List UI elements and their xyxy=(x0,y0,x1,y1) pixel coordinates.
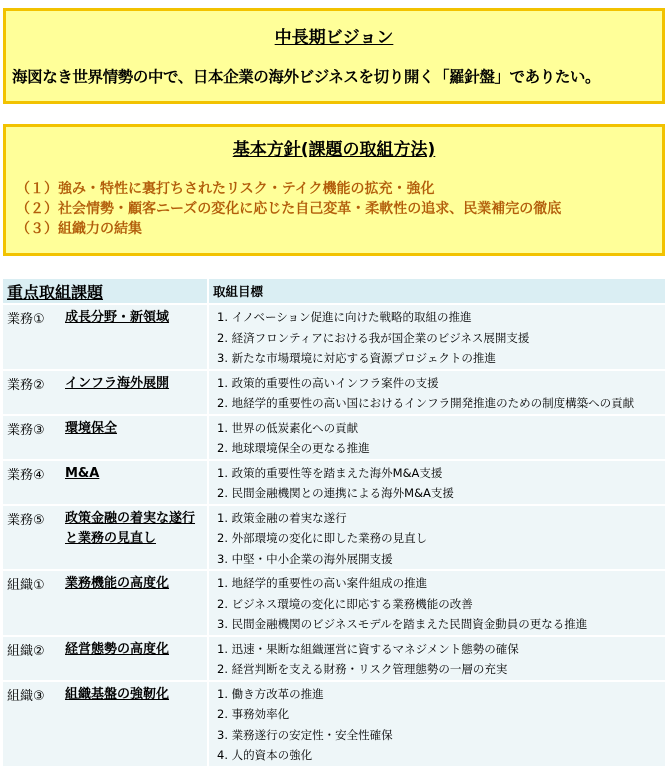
table-row xyxy=(3,304,665,370)
row-category: 業務④ xyxy=(3,460,63,505)
goal-list xyxy=(217,307,665,369)
vision-box xyxy=(3,8,665,104)
row-category: 業務⑤ xyxy=(3,505,63,571)
policy-item: （３）組織力の結集 xyxy=(16,221,142,237)
policy-item: （２）社会情勢・顧客ニーズの変化に応じた自己変革・柔軟性の追求、民業補完の徹底 xyxy=(16,201,562,217)
row-focus-name: インフラ海外展開 xyxy=(63,370,208,415)
table-row xyxy=(3,460,665,505)
goal-list xyxy=(217,373,665,414)
table-header-row xyxy=(3,279,665,304)
row-goals xyxy=(208,415,665,460)
table-row xyxy=(3,370,665,415)
row-goals xyxy=(208,460,665,505)
row-focus-name: 環境保全 xyxy=(63,415,208,460)
table-row xyxy=(3,636,665,681)
row-focus-name: M&A xyxy=(63,460,208,505)
goal-item: 2. 地経学的重要性の高い国におけるインフラ開発推進のための制度構築への貢献 xyxy=(217,396,635,410)
goal-item: 1. 働き方改革の推進 xyxy=(217,686,324,701)
row-goals xyxy=(208,636,665,681)
goal-item: 1. 政策的重要性等を踏まえた海外M&A支援 xyxy=(217,465,443,480)
goal-item: 2. 民間金融機関との連携による海外M&A支援 xyxy=(217,486,454,500)
goal-list xyxy=(217,508,665,570)
row-category: 業務① xyxy=(3,304,63,370)
row-goals xyxy=(208,505,665,571)
focus-goals-table xyxy=(3,279,665,768)
row-focus-name: 成長分野・新領域 xyxy=(63,304,208,370)
goal-item: 2. 地球環境保全の更なる推進 xyxy=(217,441,370,455)
policy-box xyxy=(3,124,665,256)
row-category: 業務② xyxy=(3,370,63,415)
row-category: 組織② xyxy=(3,636,63,681)
row-focus-name: 経営態勢の高度化 xyxy=(63,636,208,681)
policy-list xyxy=(16,179,561,239)
goal-list xyxy=(217,418,665,459)
table-row xyxy=(3,505,665,571)
policy-title: 基本方針(課題の取組方法) xyxy=(232,140,436,160)
row-goals xyxy=(208,681,665,767)
row-focus-name: 組織基盤の強靭化 xyxy=(63,681,208,767)
header-focus: 重点取組課題 xyxy=(3,279,208,304)
goal-item: 1. 政策的重要性の高いインフラ案件の支援 xyxy=(217,375,439,390)
row-goals xyxy=(208,570,665,636)
goal-item: 3. 新たな市場環境に対応する資源プロジェクトの推進 xyxy=(217,351,496,365)
table-row xyxy=(3,681,665,767)
policy-item: （１）強み・特性に裏打ちされたリスク・テイク機能の拡充・強化 xyxy=(16,181,435,197)
table-body xyxy=(3,304,665,767)
goal-item: 3. 業務遂行の安定性・安全性確保 xyxy=(217,727,393,742)
table-row xyxy=(3,415,665,460)
goal-item: 1. 政策金融の着実な遂行 xyxy=(217,510,347,525)
row-goals xyxy=(208,370,665,415)
goal-item: 1. 世界の低炭素化への貢献 xyxy=(217,420,359,435)
goal-list xyxy=(217,463,665,504)
goal-item: 4. 人的資本の強化 xyxy=(217,748,313,762)
row-category: 組織① xyxy=(3,570,63,636)
goal-item: 1. イノベーション促進に向けた戦略的取組の推進 xyxy=(217,310,472,324)
goal-list xyxy=(217,684,665,766)
goal-list xyxy=(217,573,665,635)
row-focus-name: 業務機能の高度化 xyxy=(63,570,208,636)
goal-item: 3. 中堅・中小企業の海外展開支援 xyxy=(217,551,393,566)
goal-item: 1. 地経学的重要性の高い案件組成の推進 xyxy=(217,576,428,590)
row-category: 組織③ xyxy=(3,681,63,767)
header-goals: 取組目標 xyxy=(208,279,665,304)
row-focus-name: 政策金融の着実な遂行と業務の見直し xyxy=(63,505,208,571)
goal-item: 2. 経営判断を支える財務・リスク管理態勢の一層の充実 xyxy=(217,662,508,676)
vision-statement: 海図なき世界情勢の中で、日本企業の海外ビジネスを切り開く「羅針盤」でありたい。 xyxy=(12,68,601,86)
goal-list xyxy=(217,639,665,680)
goal-item: 2. 経済フロンティアにおける我が国企業のビジネス展開支援 xyxy=(217,330,530,345)
row-goals xyxy=(208,304,665,370)
vision-title: 中長期ビジョン xyxy=(274,28,394,48)
goal-item: 1. 迅速・果断な組織運営に資するマネジメント態勢の確保 xyxy=(217,641,519,656)
goal-item: 2. 事務効率化 xyxy=(217,707,290,721)
goal-item: 2. 外部環境の変化に即した業務の見直し xyxy=(217,531,428,545)
goal-item: 2. ビジネス環境の変化に即応する業務機能の改善 xyxy=(217,596,473,611)
table-row xyxy=(3,570,665,636)
row-category: 業務③ xyxy=(3,415,63,460)
goal-item: 3. 民間金融機関のビジネスモデルを踏まえた民間資金動員の更なる推進 xyxy=(217,617,588,631)
